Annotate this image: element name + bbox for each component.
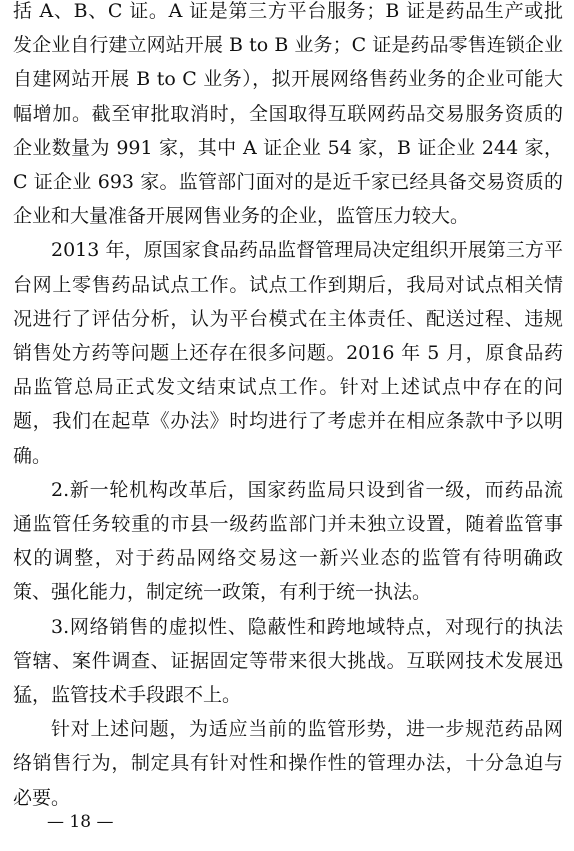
paragraph-pilot-history: 2013 年，原国家食品药品监督管理局决定组织开展第三方平台网上零售药品试点工作。试点工作到期后，我局对试点相关情况进行了评估分析，认为平台模式在主体责任、配送过程、违规销售处方药等问题上还存在很多问题。2016 年 5 月，原食品药品监管总局正式发文结束试点工作。针对上述试点中存在的问题，我们在起草《办法》时均进行了考虑并在相应条款中予以明确。	[13, 239, 563, 467]
paragraph-conclusion: 针对上述问题，为适应当前的监管形势，进一步规范药品网络销售行为，制定具有针对性和操作性的管理办法，十分急迫与必要。	[13, 718, 563, 809]
page-number: — 18 —	[47, 812, 114, 832]
paragraph-enforcement-challenges: 3.网络销售的虚拟性、隐蔽性和跨地域特点，对现行的执法管辖、案件调查、证据固定等带来很大挑战。互联网技术发展迅猛，监管技术手段跟不上。	[13, 615, 563, 707]
document-body	[13, 0, 563, 815]
paragraph-institutional-reform: 2.新一轮机构改革后，国家药监局只设到省一级，而药品流通监管任务较重的市县一级药监部门并未独立设置，随着监管事权的调整，对于药品网络交易这一新兴业态的监管有待明确政策、强化能力，制定统一政策，有利于统一执法。	[13, 478, 563, 604]
paragraph-continued: 括 A、B、C 证。A 证是第三方平台服务；B 证是药品生产或批发企业自行建立网站开展 B to B 业务；C 证是药品零售连锁企业自建网站开展 B to C 业务），拟开展网络售药业务的企业可能大幅增加。截至审批取消时，全国取得互联网药品交易服务资质的企业数量为 991 家，其中 A 证企业 54 家，B 证企业 244 家，C 证企业 693 家。监管部门面对的是近千家已经具备交易资质的企业和大量准备开展网售业务的企业，监管压力较大。	[13, 0, 563, 228]
